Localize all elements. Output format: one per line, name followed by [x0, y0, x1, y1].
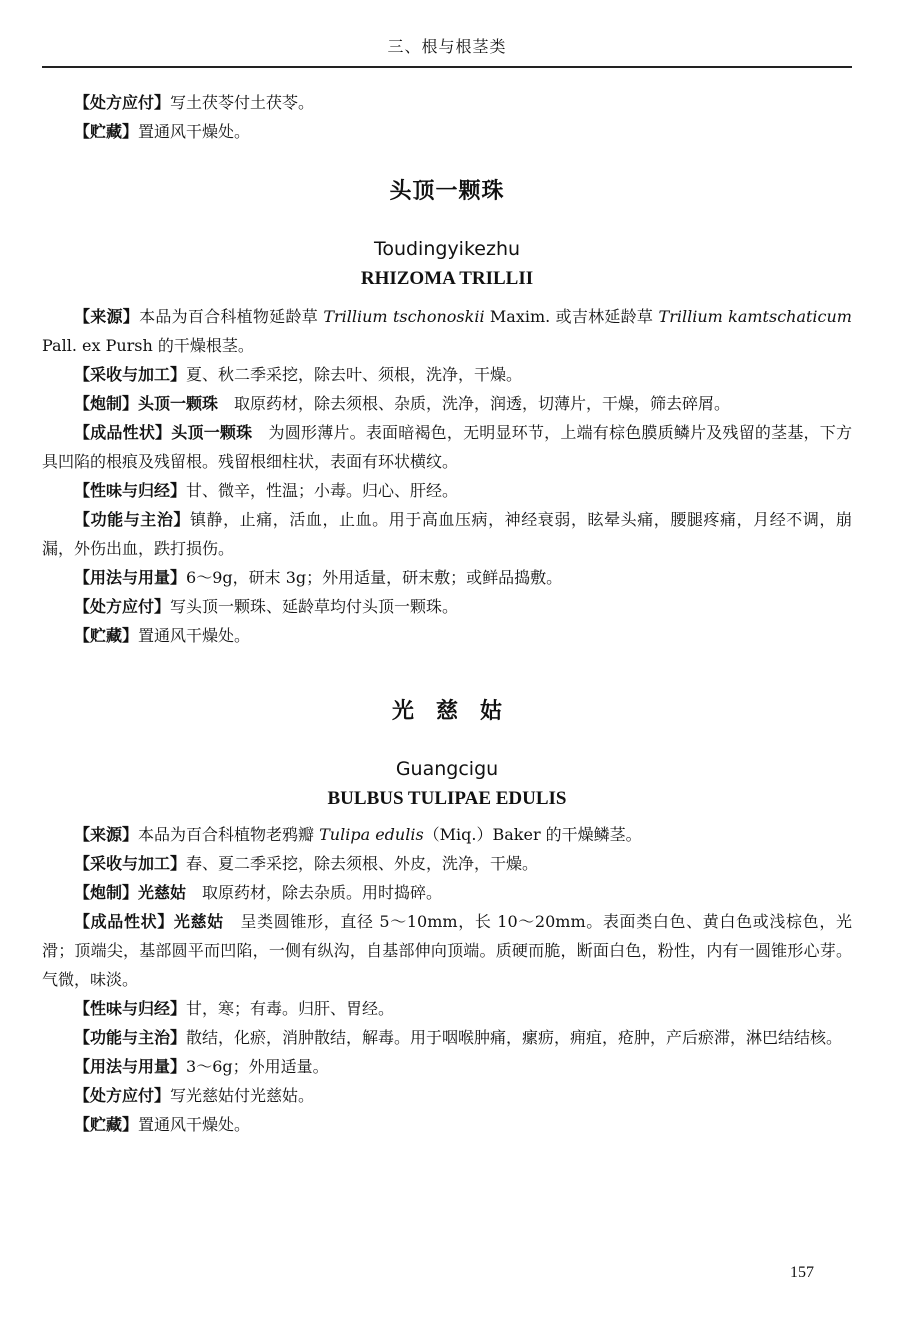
section-text: 镇静，止痛，活血，止血。用于高血压病，神经衰弱，眩晕头痛，腰腿疼痛，月经不调，崩漏，外伤出血，跌打损伤。: [42, 510, 852, 558]
product-name: 头顶一颗珠: [138, 394, 219, 413]
species-name: Tulipa edulis: [319, 825, 424, 844]
section-tag: 【性味与归经】: [74, 481, 187, 500]
herb-title: 头顶一颗珠: [389, 179, 505, 204]
species-name: Trillium kamtschaticum: [658, 307, 852, 326]
section-tag: 【采收与加工】: [74, 365, 187, 384]
usage-paragraph: [42, 563, 852, 592]
running-head: 三、根与根茎类: [387, 37, 507, 56]
source-paragraph: [42, 820, 852, 849]
section-text: 本品为百合科植物老鸦瓣: [138, 825, 320, 844]
nature-paragraph: [42, 476, 852, 505]
description-paragraph: [42, 907, 852, 994]
page-number: 157: [790, 1264, 814, 1281]
section-text: 甘、微辛，性温；小毒。归心、肝经。: [186, 481, 459, 500]
processing-paragraph: [42, 389, 852, 418]
prev-prescription: [42, 88, 852, 117]
section-text: 取原药材，除去须根、杂质，洗净，润透，切薄片，干燥，筛去碎屑。: [218, 394, 731, 413]
herb-title: 光慈姑: [391, 699, 524, 724]
section-tag: 【炮制】: [74, 394, 139, 413]
section-text: 置通风干燥处。: [138, 1115, 251, 1134]
species-name: Trillium tschonoskii: [323, 307, 485, 326]
section-text: 取原药材，除去杂质。用时捣碎。: [186, 883, 443, 902]
section-text: 置通风干燥处。: [138, 122, 251, 141]
section-text: 春、夏二季采挖，除去须根、外皮，洗净，干燥。: [186, 854, 539, 873]
function-paragraph: [42, 505, 852, 563]
section-tag: 【处方应付】: [74, 1086, 171, 1105]
section-tag: 【功能与主治】: [74, 1028, 187, 1047]
herb-pinyin: Toudingyikezhu: [373, 238, 521, 260]
product-name: 头顶一颗珠: [171, 423, 253, 442]
section-text: 写土茯苓付土茯苓。: [170, 93, 315, 112]
storage-paragraph: [42, 621, 852, 650]
section-text: Pall. ex Pursh 的干燥根茎。: [42, 336, 254, 355]
section-text: 3～6g；外用适量。: [186, 1057, 329, 1076]
section-text: 散结，化瘀，消肿散结，解毒。用于咽喉肿痛，瘰疬，痈疽，疮肿，产后瘀滞，淋巴结结核。: [186, 1028, 843, 1047]
product-name: 光慈姑: [138, 883, 187, 902]
section-text: 写光慈姑付光慈姑。: [170, 1086, 315, 1105]
section-tag: 【采收与加工】: [74, 854, 187, 873]
header-rule: [42, 66, 852, 68]
section-text: 置通风干燥处。: [138, 626, 251, 645]
section-text: 6～9g，研末 3g；外用适量，研末敷；或鲜品捣敷。: [186, 568, 563, 587]
function-paragraph: [42, 1023, 852, 1052]
source-paragraph: [42, 302, 852, 360]
prescription-paragraph: [42, 1081, 852, 1110]
storage-paragraph: [42, 1110, 852, 1139]
section-tag: 【用法与用量】: [74, 1057, 187, 1076]
description-paragraph: [42, 418, 852, 476]
section-text: 呈类圆锥形，直径 5～10mm，长 10～20mm。表面类白色、黄白色或浅棕色，光滑；顶端尖，基部圆平而凹陷，一侧有纵沟，自基部伸向顶端。质硬而脆，断面白色，粉性，内有一圆锥形心芽。气微，味淡。: [42, 912, 852, 989]
section-tag: 【贮藏】: [74, 1115, 139, 1134]
section-text: 本品为百合科植物延龄草: [139, 307, 324, 326]
previous-entry-tail: [42, 88, 852, 146]
section-tag: 【性味与归经】: [74, 999, 187, 1018]
entry-subheading-2: [42, 758, 852, 810]
herb-latin-name: BULBUS TULIPAE EDULIS: [327, 788, 567, 809]
prev-storage: [42, 117, 852, 146]
section-tag: 【处方应付】: [74, 597, 171, 616]
section-text: 为圆形薄片。表面暗褐色，无明显环节，上端有棕色膜质鳞片及残留的茎基，下方具凹陷的根痕及残留根。残留根细柱状，表面有环状横纹。: [42, 423, 852, 471]
entry-body-2: [42, 820, 852, 1139]
section-text: （Miq.）Baker 的干燥鳞茎。: [423, 825, 642, 844]
section-text: Maxim. 或吉林延龄草: [484, 307, 659, 326]
harvest-paragraph: [42, 360, 852, 389]
product-name: 光慈姑: [173, 912, 224, 931]
entry-body-1: [42, 302, 852, 650]
nature-paragraph: [42, 994, 852, 1023]
usage-paragraph: [42, 1052, 852, 1081]
section-tag: 【处方应付】: [74, 93, 171, 112]
herb-pinyin: Guangcigu: [395, 758, 499, 780]
harvest-paragraph: [42, 849, 852, 878]
prescription-paragraph: [42, 592, 852, 621]
section-text: 写头顶一颗珠、延龄草均付头顶一颗珠。: [170, 597, 459, 616]
section-tag: 【功能与主治】: [74, 510, 190, 529]
section-tag: 【炮制】: [74, 883, 139, 902]
section-tag: 【成品性状】: [74, 423, 172, 442]
entry-heading-2: [42, 694, 852, 725]
section-tag: 【成品性状】: [74, 912, 174, 931]
section-tag: 【贮藏】: [74, 122, 139, 141]
section-tag: 【用法与用量】: [74, 568, 187, 587]
entry-subheading-1: [42, 238, 852, 290]
section-text: 夏、秋二季采挖，除去叶、须根，洗净，干燥。: [186, 365, 523, 384]
processing-paragraph: [42, 878, 852, 907]
section-text: 甘，寒；有毒。归肝、胃经。: [186, 999, 395, 1018]
herb-latin-name: RHIZOMA TRILLII: [360, 268, 534, 289]
entry-heading-1: [42, 174, 852, 205]
section-tag: 【贮藏】: [74, 626, 139, 645]
section-tag: 【来源】: [74, 307, 140, 326]
section-tag: 【来源】: [74, 825, 139, 844]
